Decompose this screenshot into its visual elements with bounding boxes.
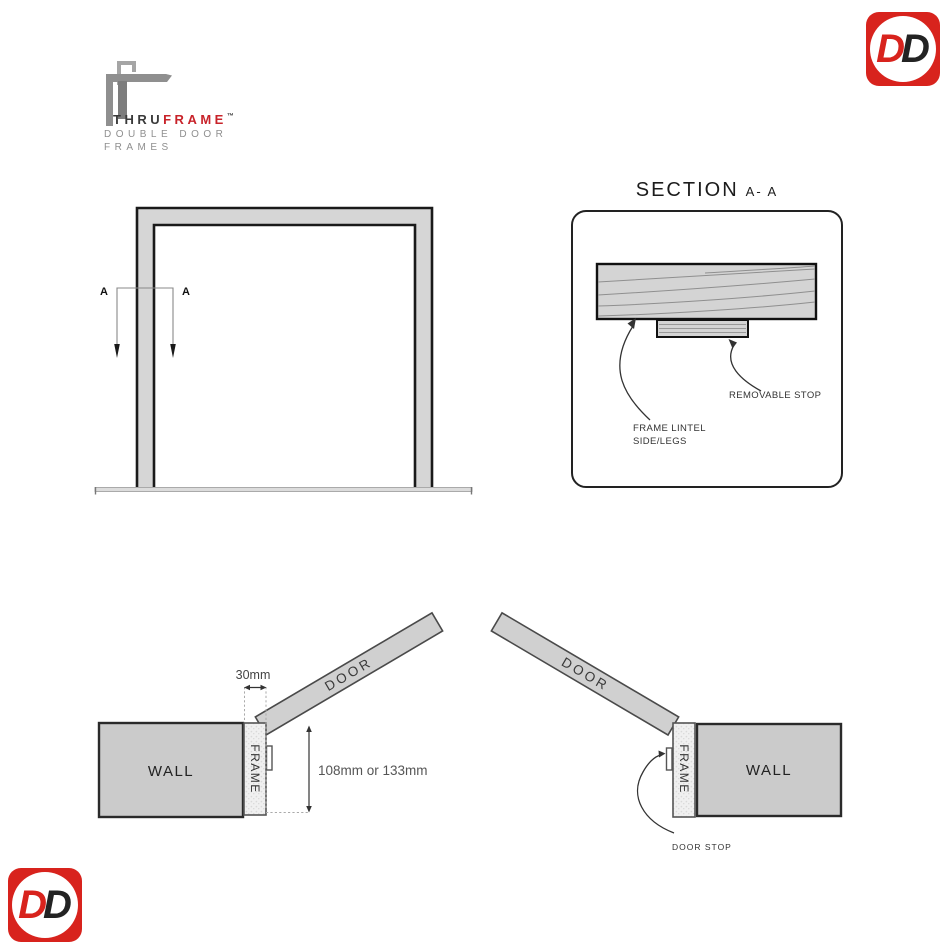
frame-lintel-label-line1: FRAME LINTEL xyxy=(633,423,706,434)
dim-depth-arrow-left xyxy=(244,685,250,690)
dim-depth-label: 30mm xyxy=(235,668,271,682)
section-detail-drawing xyxy=(565,205,855,495)
cut-label-a-right: A xyxy=(182,286,190,298)
brand-logo xyxy=(0,0,280,170)
removable-stop-label: REMOVABLE STOP xyxy=(729,390,822,401)
floor-line xyxy=(95,488,472,492)
dim-depth-arrow-right xyxy=(261,685,267,690)
section-cut-arrow-left xyxy=(114,344,120,358)
plan-detail-right xyxy=(480,600,870,870)
frame-inner-outline xyxy=(154,225,415,487)
brand-name xyxy=(113,112,234,127)
door-label: DOOR xyxy=(322,654,375,694)
section-cut-arrow-right xyxy=(170,344,176,358)
frame-band xyxy=(137,208,432,487)
cut-label-a-left: A xyxy=(100,286,108,298)
dd-letter-2: D xyxy=(901,27,926,71)
section-title xyxy=(572,179,842,202)
dim-height-arrow-top xyxy=(306,726,312,733)
brand-thru: THRU xyxy=(113,112,164,127)
frame-label-left: FRAME xyxy=(248,744,262,794)
brand-subtitle-2: FRAMES xyxy=(104,142,173,153)
brand-wordmark xyxy=(104,112,234,153)
dd-logo-circle xyxy=(12,872,78,938)
dd-logo-letters xyxy=(876,29,926,69)
section-detail-box xyxy=(572,211,842,487)
dd-logo-bottom-left xyxy=(8,868,82,942)
dd-logo-circle xyxy=(870,16,936,82)
dd-letter-1: D xyxy=(876,27,901,71)
door-label: DOOR xyxy=(559,654,612,694)
frame-elevation-drawing xyxy=(90,200,482,500)
frame-lintel-label-line2: SIDE/LEGS xyxy=(633,435,687,447)
door-stop-leader-arrowhead xyxy=(659,751,666,758)
section-title-suffix: A- A xyxy=(745,184,779,199)
dd-logo-top-right xyxy=(866,12,940,86)
trademark-symbol: ™ xyxy=(226,113,234,120)
dim-height-label: 108mm or 133mm xyxy=(318,763,428,778)
door-stop-label: DOOR STOP xyxy=(672,842,732,852)
wall-label-right: WALL xyxy=(745,762,793,779)
door-leaf xyxy=(491,613,678,735)
frame-outer-outline xyxy=(137,208,432,487)
dd-letter-1: D xyxy=(18,883,43,927)
door-stop-rect xyxy=(667,748,673,770)
section-title-text: SECTION xyxy=(635,179,739,201)
dim-height-arrow-bottom xyxy=(306,806,312,813)
frame-label-right: FRAME xyxy=(677,744,691,794)
brand-subtitle-1: DOUBLE DOOR xyxy=(104,129,228,140)
dd-logo-letters xyxy=(18,885,68,925)
door-leaf xyxy=(255,613,442,735)
wall-label-left: WALL xyxy=(147,763,195,780)
dd-letter-2: D xyxy=(43,883,68,927)
brand-frame: FRAME xyxy=(163,112,227,127)
plan-detail-left xyxy=(90,600,480,850)
frame-lintel-label xyxy=(633,423,706,448)
door-stop-rect xyxy=(267,746,273,770)
